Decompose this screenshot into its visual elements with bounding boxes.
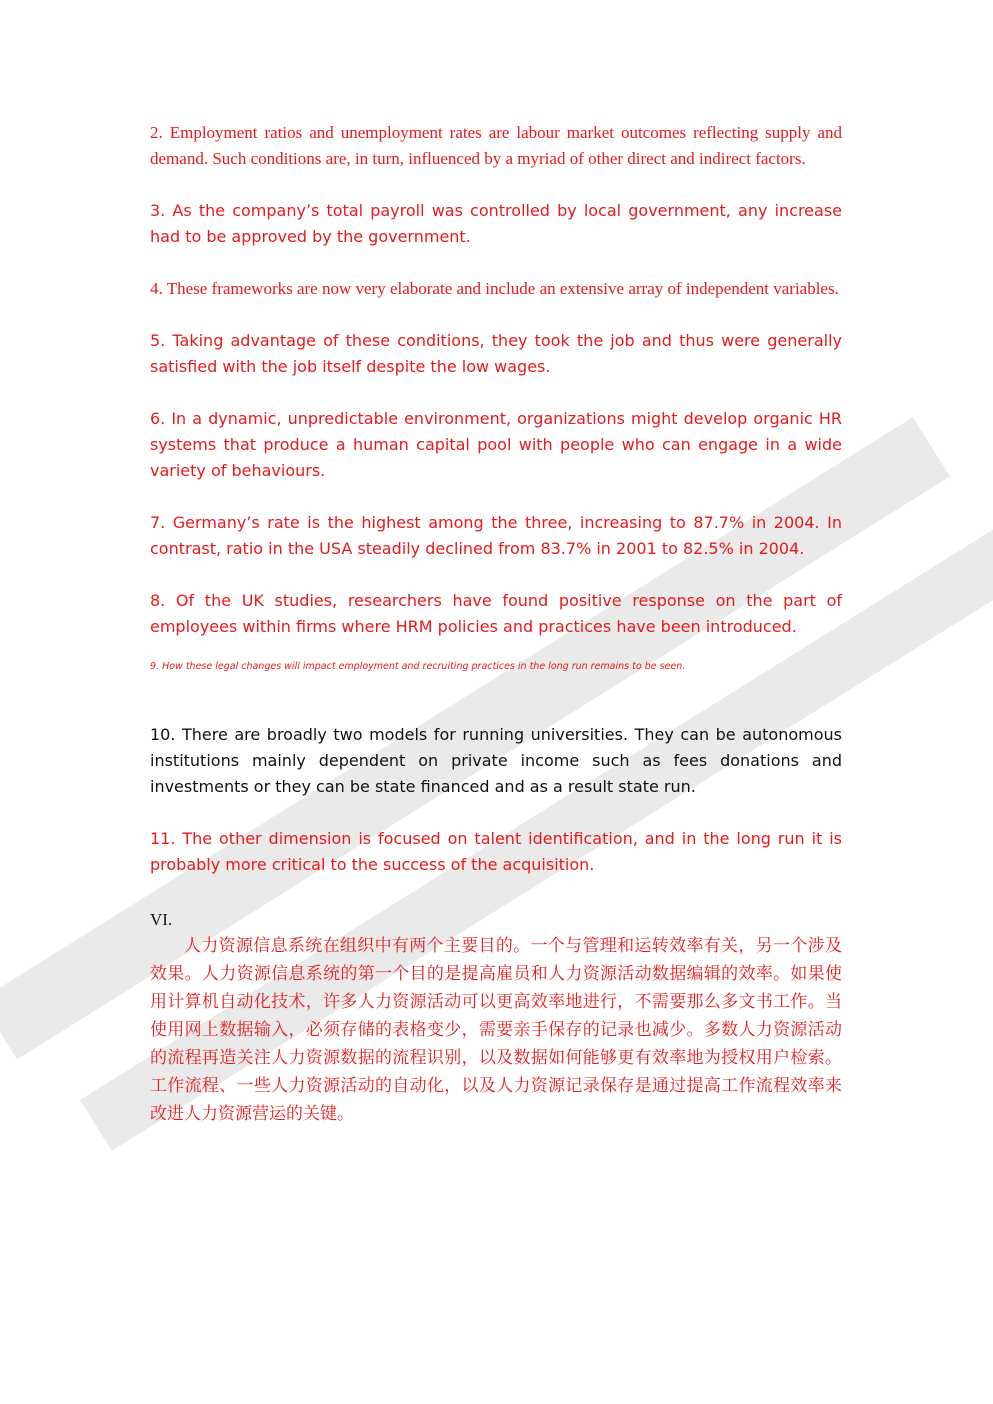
chinese-paragraph: 人力资源信息系统在组织中有两个主要目的。一个与管理和运转效率有关，另一个涉及效果。人力资源信息系统的第一个目的是提高雇员和人力资源活动数据编辑的效率。如果使用计算机自动化技术，许多人力资源活动可以更高效率地进行，不需要那么多文书工作。当使用网上数据输入，必须存储的表格变少，需要亲手保存的记录也减少。多数人力资源活动的流程再造关注人力资源数据的流程识别，以及数据如何能够更有效率地为授权用户检索。工作流程、一些人力资源活动的自动化，以及人力资源记录保存是通过提高工作流程效率来改进人力资源营运的关键。 bbox=[150, 936, 842, 1124]
paragraph-8: 8. Of the UK studies, researchers have found positive response on the part of employees within firms where HRM policies and practices have been introduced. bbox=[150, 591, 842, 636]
section-heading: VI. bbox=[150, 910, 173, 929]
paragraph-6: 6. In a dynamic, unpredictable environment, organizations might develop organic HR systems that produce a human capital pool with people who can engage in a wide variety of behaviours. bbox=[150, 409, 842, 480]
paragraph-5: 5. Taking advantage of these conditions, they took the job and thus were generally satisfied with the job itself despite the low wages. bbox=[150, 331, 842, 376]
paragraph-4: 4. These frameworks are now very elaborate and include an extensive array of independent variables. bbox=[150, 279, 839, 298]
document-body bbox=[150, 120, 842, 1128]
paragraph-3: 3. As the company’s total payroll was controlled by local government, any increase had to be approved by the government. bbox=[150, 201, 842, 246]
paragraph-7: 7. Germany’s rate is the highest among the three, increasing to 87.7% in 2004. In contrast, ratio in the USA steadily declined from 83.7% in 2001 to 82.5% in 2004. bbox=[150, 513, 842, 558]
paragraph-9: 9. How these legal changes will impact employment and recruiting practices in the long run remains to be seen. bbox=[150, 661, 686, 672]
paragraph-2: 2. Employment ratios and unemployment rates are labour market outcomes reflecting supply and demand. Such conditions are, in turn, influenced by a myriad of other direct and indirect factors. bbox=[150, 123, 842, 168]
paragraph-10: 10. There are broadly two models for running universities. They can be autonomous institutions mainly dependent on private income such as fees donations and investments or they can be state financed and as a result state run. bbox=[150, 725, 842, 796]
paragraph-11: 11. The other dimension is focused on talent identification, and in the long run it is probably more critical to the success of the acquisition. bbox=[150, 829, 842, 874]
